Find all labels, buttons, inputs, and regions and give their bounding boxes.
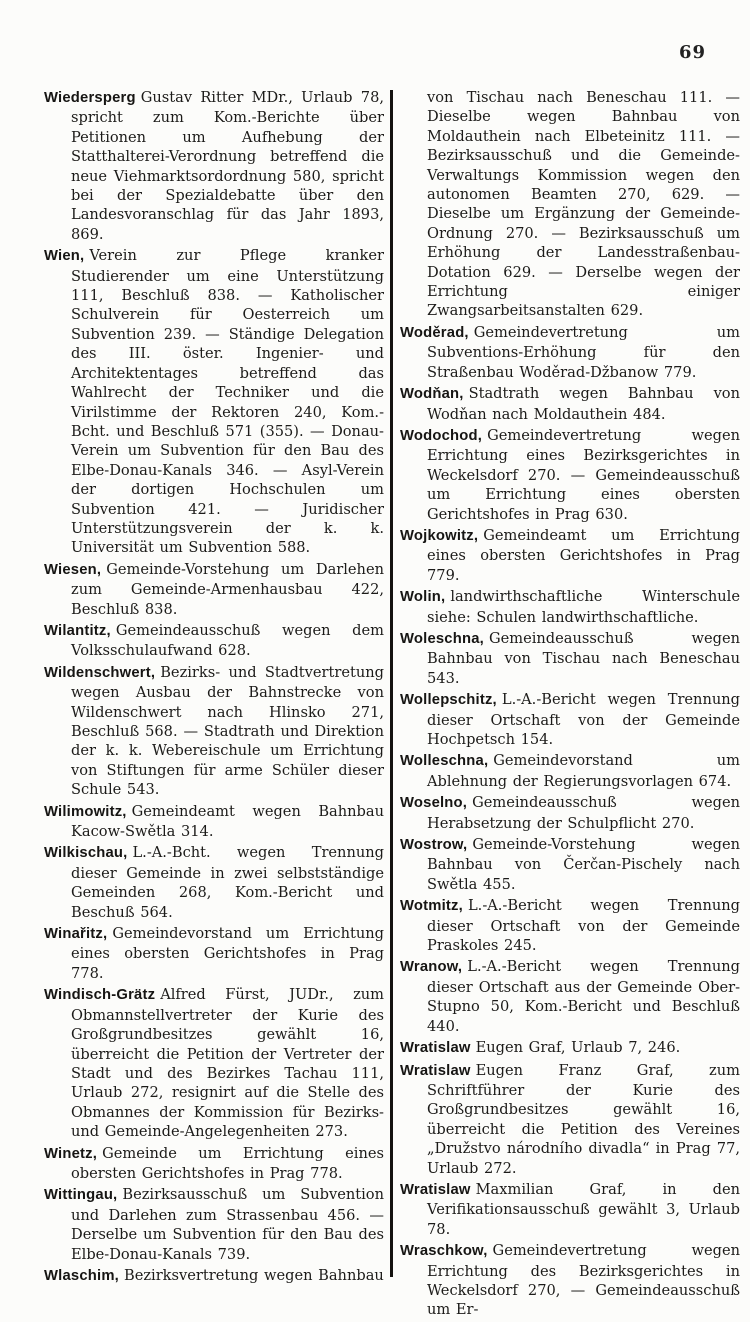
entry-text: Gemeindevertretung um Subventions-Erhöhung für den Straßenbau Woděrad-Džbanow 779. [427, 323, 740, 381]
entry-text: Bezirks- und Stadtvertretung wegen Ausbau der Bahnstrecke von Wildenschwert nach Hlinsko 271, Beschluß 568. — Stadtrath und Direktion der k. k. Webereischule um Errichtung von Stiftungen für arme Schüler dieser Schule 543. [71, 663, 384, 799]
entry-headword: Wolin, [400, 589, 446, 606]
index-entry [400, 835, 740, 894]
entry-headword: Wilimowitz, [44, 803, 127, 820]
entry-headword: Wilkischau, [44, 845, 128, 862]
entry-text: Verein zur Pflege kranker Studierender um eine Unterstützung 111, Beschluß 838. — Katholischer Schulverein für Oesterreich um Subvention 239. — Ständige Delegation des III. öster. Ingenier- und Architektentages betreffend das Wahlrecht der Techniker und die Virilstimme der Rektoren 240, Kom.-Bcht. und Beschluß 571 (355). — Donau-Verein um Subvention für den Bau des Elbe-Donau-Kanals 346. — Asyl-Verein der dortigen Hochschulen um Subvention 421. — Juridischer Unterstützungsverein der k. k. Universität um Subvention 588. [71, 247, 384, 557]
column-divider-rule [390, 90, 393, 1277]
index-entry [400, 793, 740, 833]
index-entry [400, 323, 740, 382]
page-number: 69 [678, 42, 706, 63]
entry-headword: Wildenschwert, [44, 664, 156, 681]
entry-text: Eugen Franz Graf, zum Schriftführer der Kurie des Großgrundbesitzes gewählt 16, überreicht die Petition des Vereines „Družstvo národního divadla“ in Prag 77, Urlaub 272. [427, 1061, 740, 1177]
entry-text: Bezirksvertretung wegen Bahnbau [123, 1266, 384, 1284]
entry-text: landwirthschaftliche Winterschule siehe: Schulen landwirthschaftliche. [427, 588, 740, 626]
entry-text: Gemeindevorstand um Ablehnung der Regierungsvorlagen 674. [427, 752, 740, 790]
entry-headword: Wodochod, [400, 427, 483, 444]
entry-text: Gemeindeausschuß wegen Herabsetzung der Schulpflicht 270. [427, 794, 740, 832]
entry-headword: Wolleschna, [400, 753, 489, 770]
index-entry [400, 690, 740, 749]
entry-headword: Woselno, [400, 795, 468, 812]
entry-headword: Wraschkow, [400, 1243, 488, 1260]
index-entry [400, 526, 740, 585]
index-entry [400, 587, 740, 627]
index-entry [400, 88, 740, 321]
entry-text: Alfred Fürst, JUDr., zum Obmannstellvertreter der Kurie des Großgrundbesitzes gewählt 16, überreicht die Petition der Vertreter der Stadt und des Bezirkes Tachau 111, Urlaub 272, resignirt auf die Stelle des Obmannes der Kommission für Bezirks- und Gemeinde-Angelegenheiten 273. [71, 986, 384, 1141]
entry-headword: Wollepschitz, [400, 692, 497, 709]
entry-text: Gustav Ritter MDr., Urlaub 78, spricht zum Kom.-Berichte über Petitionen um Aufhebung der Statthalterei-Verordnung betreffend die neue Viehmarktsordordnung 580, spricht bei der Spezialdebatte über den Landesvoranschlag für das Jahr 1893, 869. [71, 89, 384, 243]
entry-text: Gemeinde-Vorstehung um Darlehen zum Gemeinde-Armenhausbau 422, Beschluß 838. [71, 560, 384, 618]
index-entry [44, 621, 384, 661]
entry-text: Gemeinde-Vorstehung wegen Bahnbau von Čerčan-Pischely nach Swětla 455. [427, 836, 740, 893]
index-entry [400, 384, 740, 424]
entry-headword: Wratislaw [400, 1062, 471, 1079]
index-entry [400, 1038, 740, 1058]
entry-headword: Wratislaw [400, 1181, 471, 1198]
entry-headword: Wojkowitz, [400, 527, 479, 544]
index-entry [400, 1241, 740, 1320]
entry-headword: Wiesen, [44, 561, 102, 578]
entry-headword: Winařitz, [44, 926, 108, 943]
entry-headword: Wiedersperg [44, 90, 136, 106]
index-entry [44, 560, 384, 619]
index-entry [44, 924, 384, 983]
entry-headword: Wratislaw [400, 1040, 471, 1057]
entry-text: L.-A.-Bericht wegen Trennung dieser Ortschaft aus der Gemeinde Ober-Stupno 50, Kom.-Bericht und Beschluß 440. [427, 958, 740, 1035]
index-entry [400, 1180, 740, 1239]
index-entry [44, 88, 384, 244]
index-entry [400, 426, 740, 524]
index-entry [400, 896, 740, 955]
entry-text: L.-A.-Bcht. wegen Trennung dieser Gemeinde in zwei selbstständige Gemeinden 268, Kom.-Bericht und Beschuß 564. [71, 844, 384, 921]
entry-text: Maxmilian Graf, in den Verifikationsausschuß gewählt 3, Urlaub 78. [427, 1180, 740, 1238]
entry-headword: Winetz, [44, 1145, 98, 1162]
entry-headword: Wodňan, [400, 386, 464, 403]
entry-text: Gemeindevertretung wegen Errichtung des Bezirksgerichtes in Weckelsdorf 270, — Gemeindeausschuß um Er- [427, 1242, 740, 1319]
entry-headword: Woděrad, [400, 324, 469, 341]
entry-text: von Tischau nach Beneschau 111. — Dieselbe wegen Bahnbau von Moldauthein nach Elbeteinitz 111. — Bezirksausschuß und die Gemeinde-Verwaltungs Kommission wegen den autonomen Beamten 270, 629. — Dieselbe um Ergänzung der Gemeinde-Ordnung 270. — Bezirksausschuß um Erhöhung der Landesstraßenbau-Dotation 629. — Derselbe wegen der Errichtung einiger Zwangsarbeitsanstalten 629. [427, 89, 740, 320]
index-entry [44, 985, 384, 1141]
entry-text: Gemeindeamt um Errichtung eines obersten Gerichtshofes in Prag 779. [427, 526, 740, 584]
index-entry [44, 843, 384, 922]
entry-text: L.-A.-Bericht wegen Trennung dieser Ortschaft von der Gemeinde Hochpetsch 154. [427, 691, 740, 748]
entry-headword: Wlaschim, [44, 1267, 119, 1284]
entry-headword: Windisch-Grätz [44, 987, 156, 1004]
entry-headword: Wien, [44, 248, 85, 265]
entry-text: Gemeindeausschuß wegen Bahnbau von Tischau nach Beneschau 543. [427, 629, 740, 687]
entry-text: Stadtrath wegen Bahnbau von Wodňan nach Moldauthein 484. [427, 385, 740, 423]
entry-headword: Wranow, [400, 959, 463, 976]
index-entry [44, 246, 384, 558]
entry-text: Gemeindeausschuß wegen dem Volksschulaufwand 628. [71, 621, 384, 660]
index-entry [400, 1061, 740, 1178]
index-entry [400, 957, 740, 1036]
index-entry [400, 629, 740, 688]
entry-text: Gemeindevertretung wegen Errichtung eines Bezirksgerichtes in Weckelsdorf 270. — Gemeindeausschuß um Errichtung eines obersten Gerichtshofes in Prag 630. [427, 426, 740, 523]
entry-text: Gemeindeamt wegen Bahnbau Kacow-Swětla 314. [71, 802, 384, 841]
index-entry [44, 1266, 384, 1286]
entry-text: Bezirksausschuß um Subvention und Darlehen zum Strassenbau 456. — Derselbe um Subvention für den Bau des Elbe-Donau-Kanals 739. [71, 1186, 384, 1263]
entry-headword: Wittingau, [44, 1187, 118, 1204]
entry-text: L.-A.-Bericht wegen Trennung dieser Ortschaft von der Gemeinde Praskoles 245. [427, 897, 740, 955]
entry-text: Gemeinde um Errichtung eines obersten Gerichtshofes in Prag 778. [71, 1144, 384, 1182]
entry-headword: Wotmitz, [400, 898, 463, 915]
entry-text: Gemeindevorstand um Errichtung eines obersten Gerichtshofes in Prag 778. [71, 925, 384, 982]
index-entry [44, 802, 384, 842]
index-entry [44, 663, 384, 800]
entry-headword: Wostrow, [400, 837, 468, 854]
index-entry [44, 1185, 384, 1264]
index-entry [44, 1144, 384, 1184]
entry-headword: Woleschna, [400, 630, 484, 647]
entry-headword: Wilantitz, [44, 622, 111, 639]
index-entry [400, 751, 740, 791]
entry-text: Eugen Graf, Urlaub 7, 246. [475, 1039, 681, 1057]
